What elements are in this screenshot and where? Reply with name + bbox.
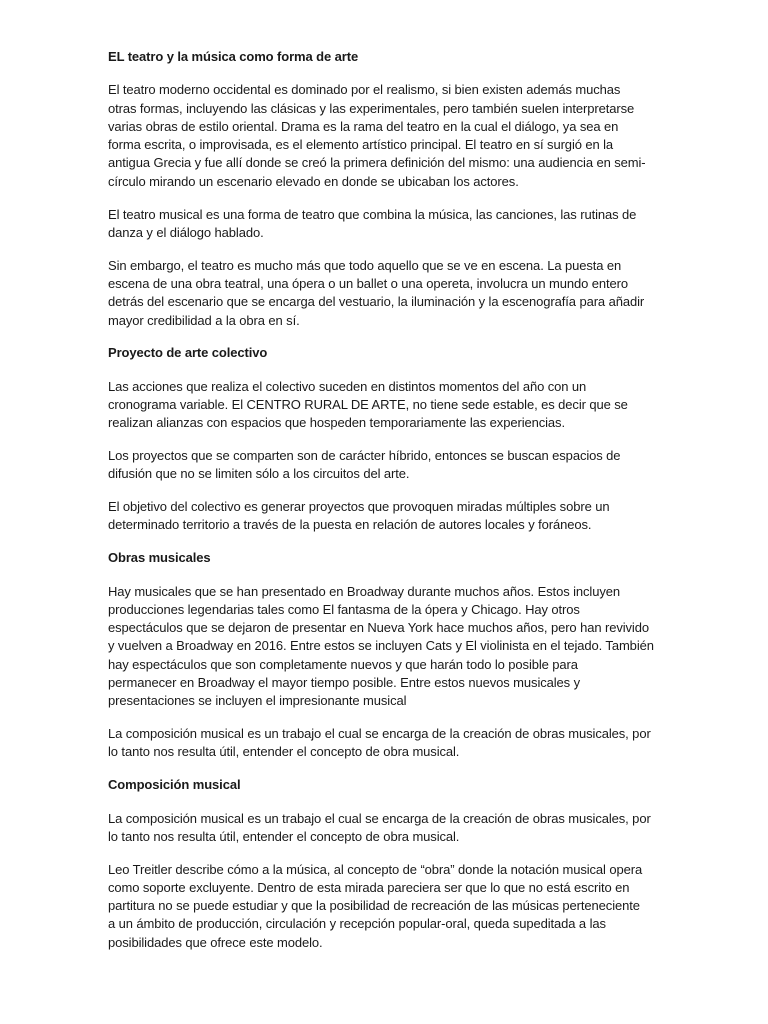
- text-line: El teatro musical es una forma de teatro que combina la música, las canciones, las rutinas de: [108, 206, 637, 222]
- text-line: espectáculos que se dejaron de presentar en Nueva York hace muchos años, pero han revivido: [108, 620, 649, 636]
- text-line: difusión que no se limiten sólo a los circuitos del arte.: [108, 466, 410, 482]
- paragraph-composicion-1: [108, 725, 663, 762]
- text-line: realizan alianzas con espacios que hospeden temporariamente las experiencias.: [108, 415, 565, 431]
- text-line: Las acciones que realiza el colectivo suceden en distintos momentos del año con un: [108, 378, 587, 394]
- text-line: La composición musical es un trabajo el cual se encarga de la creación de obras musicales, por: [108, 726, 651, 742]
- paragraph-objetivo-colectivo: [108, 498, 663, 535]
- paragraph-teatro-musical: [108, 206, 663, 243]
- text-line: Los proyectos que se comparten son de carácter híbrido, entonces se buscan espacios de: [108, 448, 621, 464]
- text-line: Hay musicales que se han presentado en Broadway durante muchos años. Estos incluyen: [108, 583, 621, 599]
- text-line: círculo mirando un escenario elevado en donde se ubicaban los actores.: [108, 173, 519, 189]
- text-line: lo tanto nos resulta útil, entender el concepto de obra musical.: [108, 744, 460, 760]
- text-line: Leo Treitler describe cómo a la música, al concepto de “obra” donde la notación musical opera: [108, 861, 643, 877]
- text-line: danza y el diálogo hablado.: [108, 224, 264, 240]
- paragraph-acciones-colectivo: [108, 378, 663, 433]
- text-line: antigua Grecia y fue allí donde se creó la primera definición del mismo: una audiencia en semi-: [108, 155, 646, 171]
- document-page: [108, 48, 663, 967]
- text-line: cronograma variable. El CENTRO RURAL DE ARTE, no tiene sede estable, es decir que se: [108, 396, 628, 412]
- heading-proyecto-arte: [108, 344, 663, 362]
- text-line: mayor credibilidad a la obra en sí.: [108, 312, 300, 328]
- text-line: escena de una obra teatral, una ópera o un ballet o una opereta, involucra un mundo entero: [108, 275, 629, 291]
- text-line: permanecer en Broadway el mayor tiempo posible. Entre estos nuevos musicales y: [108, 675, 580, 691]
- text-line: como soporte excluyente. Dentro de esta mirada pareciera ser que lo que no está escrito en: [108, 879, 630, 895]
- text-line: determinado territorio a través de la puesta en relación de autores locales y foráneos.: [108, 517, 592, 533]
- text-line: varias obras de estilo oriental. Drama es la rama del teatro en la cual el diálogo, ya sea en: [108, 118, 619, 134]
- text-line: otras formas, incluyendo las clásicas y las experimentales, pero también suelen interpretarse: [108, 100, 635, 116]
- text-line: Composición musical: [108, 777, 241, 793]
- text-line: El teatro moderno occidental es dominado por el realismo, si bien existen además muchas: [108, 82, 621, 98]
- heading-obras-musicales: [108, 549, 663, 567]
- text-line: Sin embargo, el teatro es mucho más que todo aquello que se ve en escena. La puesta en: [108, 257, 622, 273]
- paragraph-composicion-2: [108, 810, 663, 847]
- text-line: lo tanto nos resulta útil, entender el concepto de obra musical.: [108, 828, 460, 844]
- text-line: a un ámbito de producción, circulación y recepción popular-oral, queda supeditada a las: [108, 916, 606, 932]
- text-line: hay espectáculos que son completamente nuevos y que harán todo lo posible para: [108, 656, 578, 672]
- text-line: presentaciones se incluyen el impresionante musical: [108, 693, 407, 709]
- heading-teatro-musica: [108, 48, 663, 66]
- text-line: EL teatro y la música como forma de arte: [108, 49, 359, 64]
- text-line: El objetivo del colectivo es generar proyectos que provoquen miradas múltiples sobre un: [108, 499, 610, 515]
- text-line: detrás del escenario que se encarga del vestuario, la iluminación y la escenografía para añadir: [108, 294, 645, 310]
- heading-composicion-musical: [108, 776, 663, 794]
- text-line: partitura no se puede estudiar y que la posibilidad de recreación de las músicas perteneciente: [108, 898, 640, 914]
- paragraph-leo-treitler: [108, 861, 663, 952]
- text-line: Proyecto de arte colectivo: [108, 345, 268, 361]
- text-line: producciones legendarias tales como El fantasma de la ópera y Chicago. Hay otros: [108, 601, 580, 617]
- text-line: posibilidades que ofrece este modelo.: [108, 934, 323, 950]
- paragraph-teatro-moderno: [108, 81, 663, 191]
- paragraph-broadway: [108, 583, 663, 711]
- text-line: y vuelven a Broadway en 2016. Entre estos se incluyen Cats y El violinista en el tejado. También: [108, 638, 654, 654]
- text-line: forma escrita, o improvisada, es el elemento artístico principal. El teatro en sí surgió en la: [108, 137, 614, 153]
- text-line: La composición musical es un trabajo el cual se encarga de la creación de obras musicales, por: [108, 810, 651, 826]
- paragraph-proyectos-hibridos: [108, 447, 663, 484]
- paragraph-puesta-en-escena: [108, 257, 663, 330]
- text-line: Obras musicales: [108, 550, 211, 566]
